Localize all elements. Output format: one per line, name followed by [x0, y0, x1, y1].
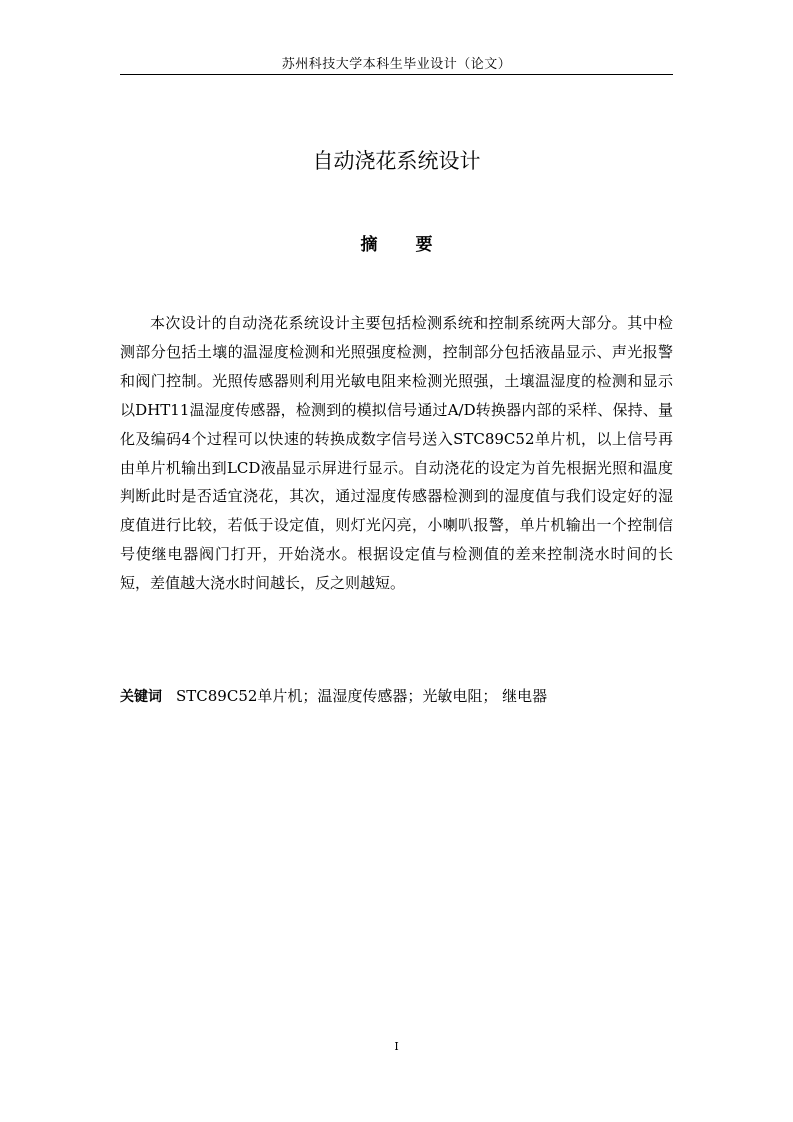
- keywords-text: STC89C52单片机；温湿度传感器；光敏电阻； 继电器: [176, 687, 548, 705]
- document-title: 自动浇花系统设计: [312, 149, 481, 173]
- header-divider: [120, 74, 673, 75]
- abstract-body: 本次设计的自动浇花系统设计主要包括检测系统和控制系统两大部分。其中检测部分包括土壤的温湿度检测和光照强度检测，控制部分包括液晶显示、声光报警和阀门控制。光照传感器则利用光敏电阻来检测光照强，土壤温湿度的检测和显示以DHT11温湿度传感器，检测到的模拟信号通过A/D转换器内部的采样、保持、量化及编码4个过程可以快速的转换成数字信号送入STC89C52单片机，以上信号再由单片机输出到LCD液晶显示屏进行显示。自动浇花的设定为首先根据光照和温度判断此时是否适宜浇花，其次，通过湿度传感器检测到的湿度值与我们设定好的湿度值进行比较，若低于设定值，则灯光闪亮，小喇叭报警，单片机输出一个控制信号使继电器阀门打开，开始浇水。根据设定值与检测值的差来控制浇水时间的长短，差值越大浇水时间越长，反之则越短。: [120, 314, 673, 593]
- keywords-line: [120, 685, 673, 708]
- abstract-heading: 摘 要: [360, 235, 449, 255]
- running-header: 苏州科技大学本科生毕业设计（论文）: [281, 57, 512, 72]
- keywords-label: 关键词: [120, 689, 162, 705]
- page-number: I: [394, 1040, 399, 1053]
